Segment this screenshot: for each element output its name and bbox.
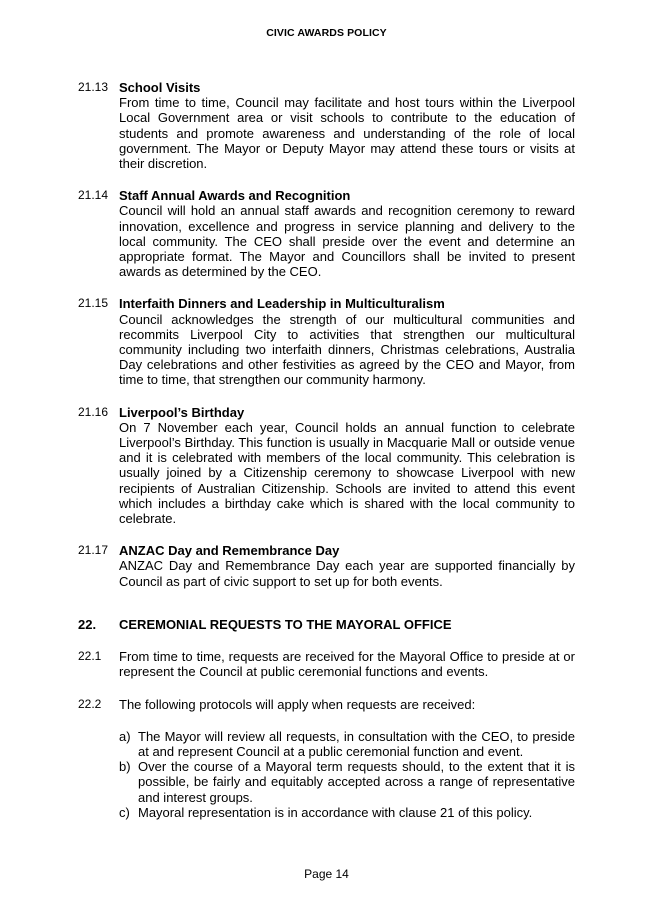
clause-text: From time to time, requests are received for the Mayoral Office to preside at or represent the Council at public ceremonial functions and events. bbox=[119, 649, 575, 680]
clause-number: 22.1 bbox=[78, 649, 102, 664]
clause-text: ANZAC Day and Remembrance Day each year are supported financially by Council as part of civic support to set up for both events. bbox=[119, 558, 575, 589]
clause-21-17 bbox=[78, 543, 575, 589]
section-title: CEREMONIAL REQUESTS TO THE MAYORAL OFFICE bbox=[119, 616, 452, 632]
list-marker: b) bbox=[119, 759, 131, 775]
list-item bbox=[119, 805, 575, 820]
protocol-list bbox=[78, 729, 575, 820]
clause-21-14 bbox=[78, 188, 575, 279]
clause-text: Council acknowledges the strength of our multicultural communities and recommits Liverpool City to activities that strengthen our multicultural community including two interfaith dinners, Christmas celebrations, Australia Day celebrations and other festivities as agreed by the CEO and Mayor, from time to time, that strengthen our community harmony. bbox=[119, 311, 575, 388]
list-marker: a) bbox=[119, 728, 131, 744]
clause-22-1 bbox=[78, 649, 575, 679]
clause-number: 21.13 bbox=[78, 80, 109, 94]
clause-title: Interfaith Dinners and Leadership in Multiculturalism bbox=[119, 296, 445, 312]
list-text: The Mayor will review all requests, in consultation with the CEO, to preside at and represent Council at a public ceremonial function and event. bbox=[138, 728, 575, 759]
clause-number: 21.16 bbox=[78, 404, 109, 419]
clause-text: On 7 November each year, Council holds an annual function to celebrate Liverpool’s Birthday. This function is usually in Macquarie Mall or outside venue and it is celebrated with members of the local community. This celebration is usually joined by a Citizenship ceremony to showcase Liverpool with new recipients of Australian Citizenship. Schools are invited to attend this event which includes a birthday cake which is shared with the local community to celebrate. bbox=[119, 419, 575, 527]
clause-title: Staff Annual Awards and Recognition bbox=[119, 188, 351, 204]
section-heading-22 bbox=[78, 617, 575, 632]
page-number: Page 14 bbox=[304, 867, 349, 881]
clause-text: From time to time, Council may facilitate and host tours within the Liverpool Local Government area or visit schools to contribute to the education of students and promote awareness and understanding of the role of local government. The Mayor or Deputy Mayor may attend these tours or visits at their discretion. bbox=[119, 95, 575, 172]
clause-21-15 bbox=[78, 296, 575, 387]
clause-22-2 bbox=[78, 697, 575, 712]
clause-text: Council will hold an annual staff awards and recognition ceremony to reward innovation, excellence and progress in service planning and delivery to the local community. The CEO shall preside over the event and determine an appropriate format. The Mayor and Councillors shall be invited to present awards as determined by the CEO. bbox=[119, 203, 575, 280]
list-item bbox=[119, 729, 575, 759]
clause-title: School Visits bbox=[119, 80, 201, 95]
clause-number: 22.2 bbox=[78, 696, 102, 711]
section-number: 22. bbox=[78, 616, 97, 632]
clause-number: 21.14 bbox=[78, 188, 109, 203]
clause-text: The following protocols will apply when requests are received: bbox=[119, 696, 476, 712]
document-body bbox=[78, 80, 575, 820]
clause-21-13 bbox=[78, 80, 575, 171]
clause-number: 21.15 bbox=[78, 296, 109, 311]
page-header: CIVIC AWARDS POLICY bbox=[266, 27, 387, 39]
list-text: Mayoral representation is in accordance with clause 21 of this policy. bbox=[138, 804, 533, 820]
list-text: Over the course of a Mayoral term requests should, to the extent that it is possible, be fairly and equitably accepted across a range of representative and interest groups. bbox=[138, 759, 575, 805]
clause-title: ANZAC Day and Remembrance Day bbox=[119, 543, 340, 559]
clause-title: Liverpool’s Birthday bbox=[119, 404, 245, 420]
clause-number: 21.17 bbox=[78, 543, 109, 558]
list-item bbox=[119, 759, 575, 805]
list-marker: c) bbox=[119, 804, 130, 820]
clause-21-16 bbox=[78, 405, 575, 527]
